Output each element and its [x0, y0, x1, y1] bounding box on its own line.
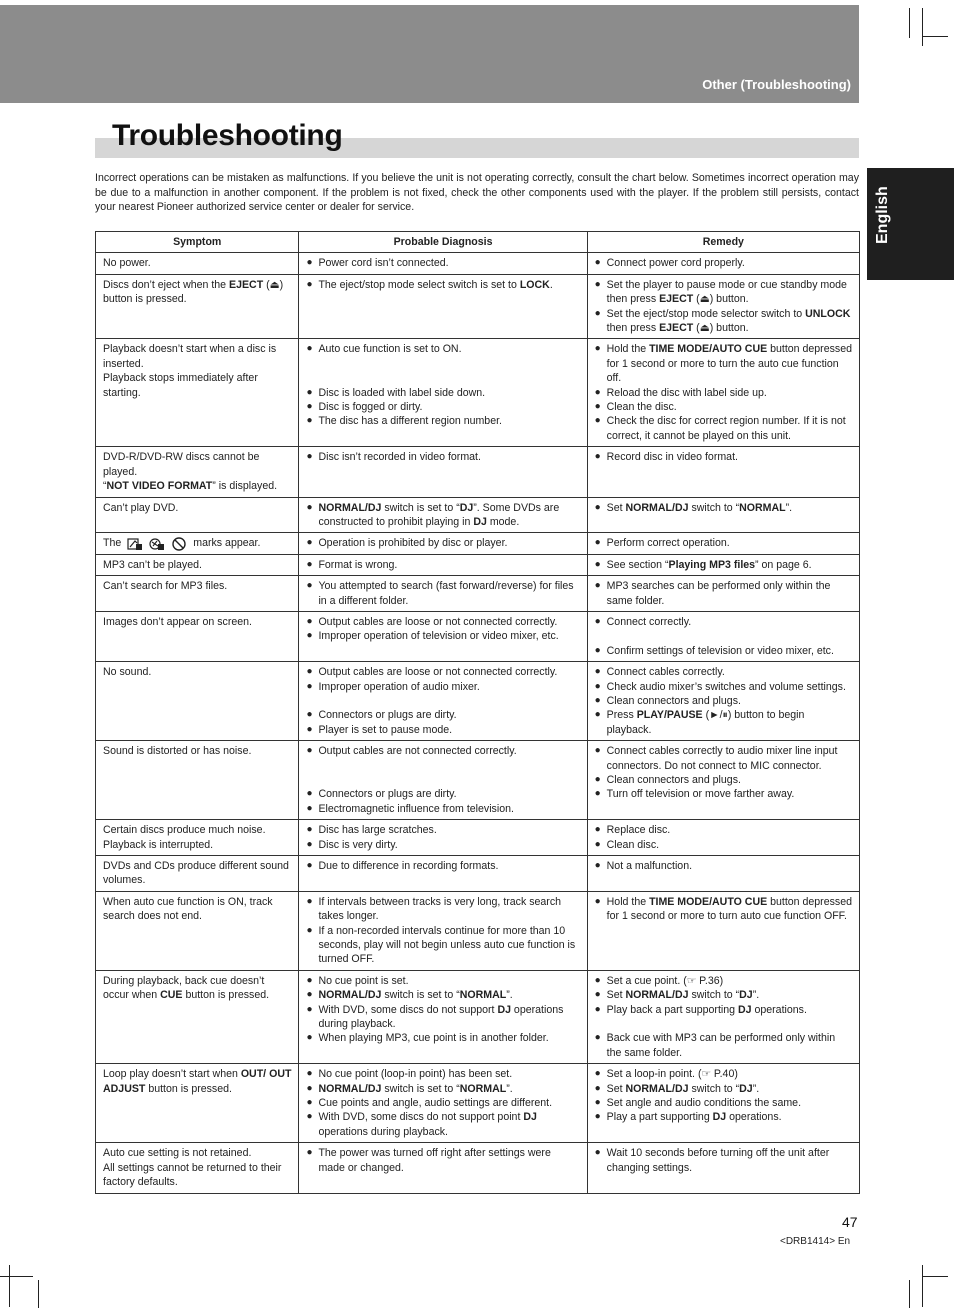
crop-mark — [909, 1280, 910, 1308]
symptom-text: Sound is distorted or has noise. — [103, 745, 252, 758]
symptom-text: marks appear. — [193, 537, 261, 550]
symptom-cell — [96, 1064, 299, 1143]
diagnosis-item: ● No cue point is set. — [306, 974, 579, 988]
symptom-text: Playback is interrupted. — [103, 838, 214, 851]
remedy-item: ● Turn off television or move farther away. — [595, 787, 852, 801]
prohibited-disc-icon — [127, 537, 143, 551]
symptom-cell — [96, 339, 299, 447]
diagnosis-item: ● NORMAL/DJ switch is set to “NORMAL”. — [306, 1082, 579, 1096]
diagnosis-item: ● Disc isn’t recorded in video format. — [306, 450, 579, 464]
document-code: <DRB1414> En — [780, 1236, 851, 1247]
remedy-item: ● Set NORMAL/DJ switch to “NORMAL”. — [595, 501, 852, 515]
diagnosis-cell — [299, 339, 587, 447]
remedy-cell — [587, 339, 859, 447]
remedy-item: ● Check the disc for correct region number. If it is not correct, it cannot be played on this unit. — [595, 414, 852, 443]
symptom-text: Discs don’t eject when the EJECT (⏏) button is pressed. — [103, 278, 284, 306]
diagnosis-item: ● Improper operation of audio mixer. — [306, 680, 579, 694]
diagnosis-item: ● The eject/stop mode select switch is set to LOCK. — [306, 278, 579, 292]
symptom-cell — [96, 970, 299, 1063]
intro-paragraph: Incorrect operations can be mistaken as malfunctions. If you believe the unit is not operating correctly, consult the chart below. Sometimes incorrect operation may be due to a malfunction in another component. If the problem is not fixed, check the other components used with the player. If the problem still persists, contact your nearest Pioneer authorized service center or dealer for service. — [95, 172, 859, 214]
remedy-item: ● Connect power cord properly. — [595, 256, 852, 270]
remedy-item: ● Play a part supporting DJ operations. — [595, 1110, 852, 1124]
remedy-item: ● Connect cables correctly. — [595, 665, 852, 679]
symptom-text: Loop play doesn’t start when OUT/ OUT ADJUST button is pressed. — [103, 1068, 292, 1095]
diagnosis-item: ● Auto cue function is set to ON. — [306, 342, 579, 356]
diagnosis-item: ● Disc is very dirty. — [306, 838, 579, 852]
remedy-item: ● Check audio mixer’s switches and volume settings. — [595, 680, 852, 694]
remedy-cell — [587, 1064, 859, 1143]
prohibited-hand-icon — [149, 537, 165, 551]
remedy-item: ● Set NORMAL/DJ switch to “DJ”. — [595, 1082, 852, 1096]
table-row — [96, 741, 860, 820]
prohibited-icon — [171, 537, 187, 551]
remedy-cell — [587, 820, 859, 856]
symptom-text: Auto cue setting is not retained. — [103, 1147, 252, 1160]
remedy-item: ● Set a cue point. (☞ P.36) — [595, 974, 852, 988]
remedy-item: ● Not a malfunction. — [595, 859, 852, 873]
diagnosis-cell — [299, 533, 587, 554]
crop-mark — [922, 8, 923, 46]
diagnosis-cell — [299, 447, 587, 497]
diagnosis-cell — [299, 891, 587, 970]
remedy-cell — [587, 891, 859, 970]
spacer — [595, 629, 852, 643]
diagnosis-item: ● Power cord isn’t connected. — [306, 256, 579, 270]
spacer — [306, 357, 579, 371]
symptom-text: MP3 can’t be played. — [103, 558, 202, 571]
symptom-text: Playback stops immediately after starting. — [103, 372, 258, 399]
remedy-cell — [587, 253, 859, 274]
diagnosis-item: ● Output cables are loose or not connected correctly. — [306, 615, 579, 629]
page-number: 47 — [842, 1214, 858, 1230]
symptom-cell — [96, 611, 299, 661]
diagnosis-item: ● Due to difference in recording formats. — [306, 859, 579, 873]
diagnosis-item: ● Disc is loaded with label side down. — [306, 386, 579, 400]
diagnosis-item: ● The power was turned off right after settings were made or changed. — [306, 1146, 579, 1175]
symptom-cell — [96, 855, 299, 891]
diagnosis-cell — [299, 970, 587, 1063]
remedy-item: ● Set the player to pause mode or cue standby mode then press EJECT (⏏) button. — [595, 278, 852, 307]
symptom-text: No sound. — [103, 666, 152, 679]
symptom-text: Images don’t appear on screen. — [103, 615, 252, 628]
table-row — [96, 447, 860, 497]
remedy-item: ● See section “Playing MP3 files” on page 6. — [595, 558, 852, 572]
diagnosis-item: ● Player is set to pause mode. — [306, 723, 579, 737]
table-row — [96, 1064, 860, 1143]
crop-mark — [922, 1276, 948, 1277]
table-row — [96, 533, 860, 554]
diagnosis-item: ● If intervals between tracks is very long, track search takes longer. — [306, 895, 579, 924]
remedy-item: ● Play back a part supporting DJ operations. — [595, 1003, 852, 1017]
symptom-cell — [96, 554, 299, 575]
table-row — [96, 820, 860, 856]
remedy-item: ● Wait 10 seconds before turning off the unit after changing settings. — [595, 1146, 852, 1175]
symptom-text: DVDs and CDs produce different sound volumes. — [103, 859, 289, 887]
remedy-item: ● Set the eject/stop mode selector switch to UNLOCK then press EJECT (⏏) button. — [595, 307, 852, 336]
table-row — [96, 662, 860, 741]
spacer — [306, 694, 579, 708]
remedy-item: ● Clean connectors and plugs. — [595, 773, 852, 787]
remedy-cell — [587, 447, 859, 497]
spacer — [595, 1017, 852, 1031]
symptom-cell — [96, 741, 299, 820]
remedy-cell — [587, 611, 859, 661]
symptom-cell — [96, 1143, 299, 1193]
remedy-item: ● Set NORMAL/DJ switch to “DJ”. — [595, 988, 852, 1002]
remedy-item: ● Connect correctly. — [595, 615, 852, 629]
crop-mark — [922, 1265, 923, 1307]
remedy-cell — [587, 497, 859, 533]
diagnosis-cell — [299, 741, 587, 820]
diagnosis-item: ● Format is wrong. — [306, 558, 579, 572]
symptom-cell — [96, 820, 299, 856]
diagnosis-item: ● NORMAL/DJ switch is set to “DJ”. Some DVDs are constructed to prohibit playing in DJ mode. — [306, 501, 579, 530]
section-label: Other (Troubleshooting) — [702, 77, 851, 92]
remedy-item: ● Set angle and audio conditions the same. — [595, 1096, 852, 1110]
symptom-cell — [96, 533, 299, 554]
symptom-cell — [96, 497, 299, 533]
remedy-item: ● Clean connectors and plugs. — [595, 694, 852, 708]
crop-mark — [909, 8, 910, 38]
remedy-item: ● Replace disc. — [595, 823, 852, 837]
symptom-text: The — [103, 537, 122, 550]
diagnosis-item: ● You attempted to search (fast forward/reverse) for files in a different folder. — [306, 579, 579, 608]
diagnosis-cell — [299, 662, 587, 741]
spacer — [306, 759, 579, 773]
diagnosis-cell — [299, 253, 587, 274]
table-row — [96, 611, 860, 661]
table-row — [96, 970, 860, 1063]
diagnosis-item: ● NORMAL/DJ switch is set to “NORMAL”. — [306, 988, 579, 1002]
diagnosis-item: ● If a non-recorded intervals continue for more than 10 seconds, play will not begin unless auto cue function is turned OFF. — [306, 924, 579, 967]
table-header-row — [96, 232, 860, 253]
diagnosis-cell — [299, 855, 587, 891]
diagnosis-item: ● No cue point (loop-in point) has been set. — [306, 1067, 579, 1081]
diagnosis-item: ● The disc has a different region number. — [306, 414, 579, 428]
remedy-cell — [587, 741, 859, 820]
spacer — [306, 371, 579, 385]
remedy-cell — [587, 970, 859, 1063]
marks-symptom — [103, 536, 260, 550]
header-diagnosis: Probable Diagnosis — [299, 232, 587, 253]
remedy-cell — [587, 855, 859, 891]
remedy-item: ● Hold the TIME MODE/AUTO CUE button depressed for 1 second or more to turn the auto cue function off. — [595, 342, 852, 385]
symptom-text: “NOT VIDEO FORMAT” is displayed. — [103, 480, 278, 493]
header-band — [0, 5, 859, 103]
language-label: English — [874, 186, 891, 244]
table-row — [96, 274, 860, 339]
remedy-item: ● Reload the disc with label side up. — [595, 386, 852, 400]
table-row — [96, 339, 860, 447]
remedy-cell — [587, 533, 859, 554]
diagnosis-cell — [299, 497, 587, 533]
table-row — [96, 497, 860, 533]
crop-mark — [922, 36, 948, 37]
spacer — [306, 773, 579, 787]
remedy-cell — [587, 662, 859, 741]
diagnosis-item: ● Disc has large scratches. — [306, 823, 579, 837]
diagnosis-item: ● With DVD, some discs do not support DJ operations during playback. — [306, 1003, 579, 1032]
remedy-item: ● Perform correct operation. — [595, 536, 852, 550]
diagnosis-item: ● Output cables are loose or not connected correctly. — [306, 665, 579, 679]
symptom-text: When auto cue function is ON, track search does not end. — [103, 895, 273, 923]
table-row — [96, 576, 860, 612]
diagnosis-cell — [299, 820, 587, 856]
diagnosis-cell — [299, 554, 587, 575]
page-title: Troubleshooting — [112, 119, 343, 152]
symptom-cell — [96, 447, 299, 497]
table-row — [96, 891, 860, 970]
symptom-text: DVD-R/DVD-RW discs cannot be played. — [103, 451, 260, 478]
diagnosis-cell — [299, 611, 587, 661]
symptom-text: Certain discs produce much noise. — [103, 824, 266, 837]
diagnosis-item: ● With DVD, some discs do not support point DJ operations during playback. — [306, 1110, 579, 1139]
remedy-cell — [587, 274, 859, 339]
remedy-item: ● Confirm settings of television or video mixer, etc. — [595, 644, 852, 658]
diagnosis-item: ● Output cables are not connected correctly. — [306, 744, 579, 758]
symptom-cell — [96, 274, 299, 339]
remedy-item: ● Clean the disc. — [595, 400, 852, 414]
symptom-text: Can’t play DVD. — [103, 501, 179, 514]
remedy-item: ● MP3 searches can be performed only within the same folder. — [595, 579, 852, 608]
diagnosis-item: ● When playing MP3, cue point is in another folder. — [306, 1031, 579, 1045]
diagnosis-item: ● Operation is prohibited by disc or player. — [306, 536, 579, 550]
diagnosis-item: ● Improper operation of television or video mixer, etc. — [306, 629, 579, 643]
symptom-text: No power. — [103, 257, 151, 270]
diagnosis-item: ● Connectors or plugs are dirty. — [306, 708, 579, 722]
symptom-text: During playback, back cue doesn’t occur when CUE button is pressed. — [103, 974, 270, 1002]
symptom-cell — [96, 891, 299, 970]
table-row — [96, 1143, 860, 1193]
diagnosis-cell — [299, 1143, 587, 1193]
table-row — [96, 855, 860, 891]
remedy-cell — [587, 1143, 859, 1193]
remedy-item: ● Clean disc. — [595, 838, 852, 852]
diagnosis-item: ● Disc is fogged or dirty. — [306, 400, 579, 414]
remedy-item: ● Record disc in video format. — [595, 450, 852, 464]
remedy-item: ● Press PLAY/PAUSE (►/⏸) button to begin playback. — [595, 708, 852, 737]
diagnosis-item: ● Cue points and angle, audio settings are different. — [306, 1096, 579, 1110]
table-row — [96, 554, 860, 575]
symptom-cell — [96, 662, 299, 741]
symptom-text: Can’t search for MP3 files. — [103, 580, 228, 593]
symptom-cell — [96, 253, 299, 274]
remedy-item: ● Set a loop-in point. (☞ P.40) — [595, 1067, 852, 1081]
remedy-cell — [587, 576, 859, 612]
header-remedy: Remedy — [587, 232, 859, 253]
diagnosis-item: ● Electromagnetic influence from television. — [306, 802, 579, 816]
symptom-text: All settings cannot be returned to their factory defaults. — [103, 1161, 282, 1189]
crop-mark — [38, 1280, 39, 1308]
diagnosis-cell — [299, 1064, 587, 1143]
header-symptom: Symptom — [96, 232, 299, 253]
troubleshooting-table — [95, 231, 860, 1194]
diagnosis-cell — [299, 576, 587, 612]
crop-mark — [0, 1276, 33, 1277]
symptom-cell — [96, 576, 299, 612]
remedy-item: ● Connect cables correctly to audio mixer line input connectors. Do not connect to MIC connector. — [595, 744, 852, 773]
diagnosis-cell — [299, 274, 587, 339]
remedy-item: ● Back cue with MP3 can be performed only within the same folder. — [595, 1031, 852, 1060]
diagnosis-item: ● Connectors or plugs are dirty. — [306, 787, 579, 801]
remedy-cell — [587, 554, 859, 575]
table-row — [96, 253, 860, 274]
crop-mark — [9, 1265, 10, 1307]
remedy-item: ● Hold the TIME MODE/AUTO CUE button depressed for 1 second or more to turn auto cue function OFF. — [595, 895, 852, 924]
symptom-text: Playback doesn’t start when a disc is inserted. — [103, 343, 277, 370]
